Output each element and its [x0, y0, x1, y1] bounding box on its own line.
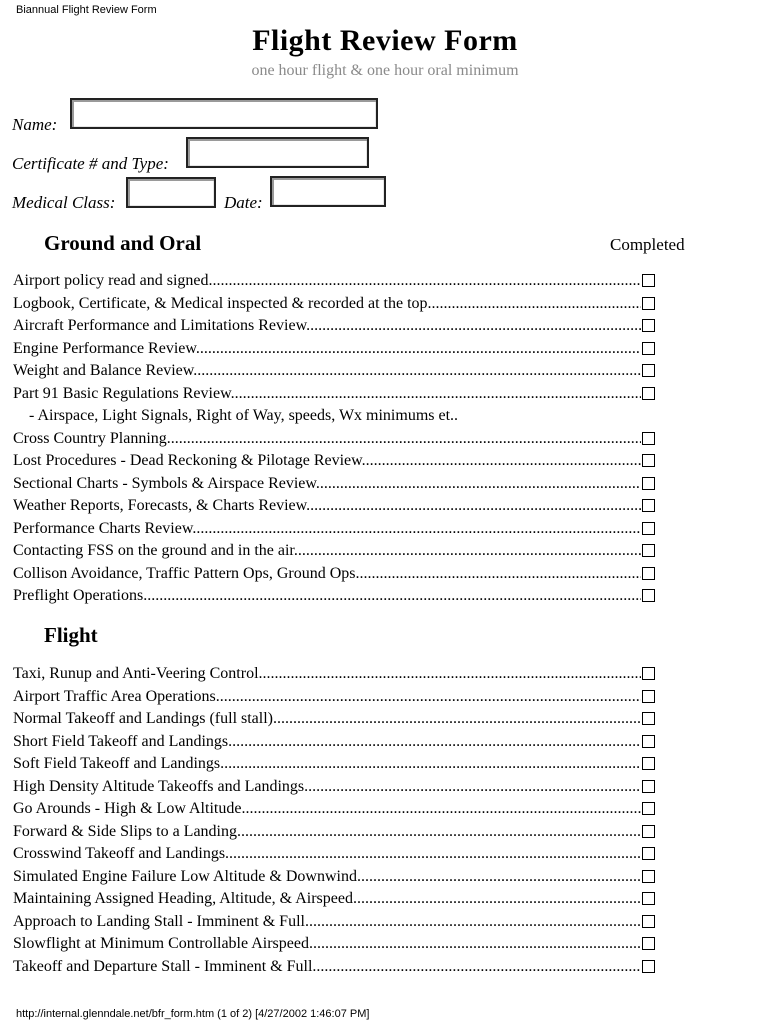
date-input[interactable]: [270, 176, 386, 207]
checklist-item-label: Soft Field Takeoff and Landings .....: [13, 753, 641, 776]
document-header-label: Biannual Flight Review Form: [16, 4, 157, 16]
completed-checkbox[interactable]: [642, 589, 655, 602]
checklist-item-label: Contacting FSS on the ground and in the air .....: [13, 540, 641, 563]
page-title: Flight Review Form: [252, 24, 518, 57]
checklist-item-label: Preflight Operations .....: [13, 585, 641, 608]
medical-class-input[interactable]: [126, 177, 216, 208]
certificate-label: Certificate # and Type:: [12, 154, 169, 173]
completed-checkbox[interactable]: [642, 274, 655, 287]
checklist-item: [13, 450, 663, 473]
checklist-item-label: Logbook, Certificate, & Medical inspected & recorded at the top .....: [13, 293, 641, 316]
completed-checkbox[interactable]: [642, 319, 655, 332]
name-label: Name:: [12, 115, 58, 134]
checklist-item: [13, 473, 663, 496]
name-input[interactable]: [70, 98, 378, 129]
checklist-item: [13, 686, 663, 709]
checklist-item: [13, 888, 663, 911]
checklist-item: [13, 540, 663, 563]
checklist-item-label: Engine Performance Review .....: [13, 338, 641, 361]
completed-checkbox[interactable]: [642, 522, 655, 535]
completed-checkbox[interactable]: [642, 847, 655, 860]
checklist-item: [13, 933, 663, 956]
checklist-item-label: Collison Avoidance, Traffic Pattern Ops, Ground Ops .....: [13, 563, 641, 586]
checklist-item-label: Takeoff and Departure Stall - Imminent & Full .....: [13, 956, 641, 979]
checklist-item-label: Simulated Engine Failure Low Altitude & Downwind .....: [13, 866, 641, 889]
completed-checkbox[interactable]: [642, 342, 655, 355]
checklist-item: [13, 911, 663, 934]
checklist-item-label: Approach to Landing Stall - Imminent & Full .....: [13, 911, 641, 934]
checklist-item: [13, 753, 663, 776]
checklist-item-label: Taxi, Runup and Anti-Veering Control .....: [13, 663, 641, 686]
completed-checkbox[interactable]: [642, 544, 655, 557]
checklist-item: [13, 383, 663, 406]
checklist-item: [13, 563, 663, 586]
completed-checkbox[interactable]: [642, 870, 655, 883]
checklist-item-label: Slowflight at Minimum Controllable Airspeed .....: [13, 933, 641, 956]
completed-checkbox[interactable]: [642, 454, 655, 467]
completed-checkbox[interactable]: [642, 712, 655, 725]
completed-checkbox[interactable]: [642, 735, 655, 748]
checklist-item-label: Normal Takeoff and Landings (full stall) .....: [13, 708, 641, 731]
checklist-item-label: Airport policy read and signed .....: [13, 270, 641, 293]
certificate-input[interactable]: [186, 137, 369, 168]
page-subtitle: one hour flight & one hour oral minimum: [251, 62, 519, 79]
page-footer-url: http://internal.glenndale.net/bfr_form.htm (1 of 2) [4/27/2002 1:46:07 PM]: [16, 1008, 370, 1020]
completed-checkbox[interactable]: [642, 477, 655, 490]
checklist-item-label: Go Arounds - High & Low Altitude .....: [13, 798, 641, 821]
checklist-item: [13, 866, 663, 889]
completed-checkbox[interactable]: [642, 960, 655, 973]
completed-checkbox[interactable]: [642, 937, 655, 950]
checklist-item: [13, 843, 663, 866]
checklist-item: [13, 405, 663, 428]
checklist-item: [13, 360, 663, 383]
ground-section-heading: Ground and Oral: [44, 231, 202, 255]
checklist-item: [13, 293, 663, 316]
checklist-item-label: Weather Reports, Forecasts, & Charts Review .....: [13, 495, 641, 518]
ground-checklist: [13, 270, 663, 608]
medical-class-label: Medical Class:: [12, 193, 116, 212]
checklist-item-label: - Airspace, Light Signals, Right of Way, speeds, Wx minimums et..: [29, 407, 459, 424]
completed-checkbox[interactable]: [642, 567, 655, 580]
checklist-item: [13, 731, 663, 754]
checklist-item: [13, 585, 663, 608]
completed-checkbox[interactable]: [642, 297, 655, 310]
checklist-item: [13, 338, 663, 361]
checklist-item-label: Cross Country Planning .....: [13, 428, 641, 451]
completed-checkbox[interactable]: [642, 364, 655, 377]
flight-section-heading: Flight: [44, 623, 98, 647]
checklist-item: [13, 798, 663, 821]
completed-column-label: Completed: [610, 235, 685, 254]
checklist-item: [13, 518, 663, 541]
completed-checkbox[interactable]: [642, 387, 655, 400]
completed-checkbox[interactable]: [642, 915, 655, 928]
completed-checkbox[interactable]: [642, 892, 655, 905]
completed-checkbox[interactable]: [642, 432, 655, 445]
completed-checkbox[interactable]: [642, 690, 655, 703]
completed-checkbox[interactable]: [642, 802, 655, 815]
completed-checkbox[interactable]: [642, 780, 655, 793]
checklist-item-label: Airport Traffic Area Operations .....: [13, 686, 641, 709]
completed-checkbox[interactable]: [642, 825, 655, 838]
checklist-item-label: Part 91 Basic Regulations Review .....: [13, 383, 641, 406]
checklist-item: [13, 663, 663, 686]
date-label: Date:: [224, 193, 263, 212]
checklist-item-label: Forward & Side Slips to a Landing .....: [13, 821, 641, 844]
checklist-item: [13, 708, 663, 731]
completed-checkbox[interactable]: [642, 667, 655, 680]
checklist-item-label: Maintaining Assigned Heading, Altitude, & Airspeed .....: [13, 888, 641, 911]
checklist-item: [13, 821, 663, 844]
checklist-item: [13, 776, 663, 799]
checklist-item: [13, 428, 663, 451]
completed-checkbox[interactable]: [642, 757, 655, 770]
checklist-item-label: Performance Charts Review .....: [13, 518, 641, 541]
checklist-item: [13, 956, 663, 979]
checklist-item-label: High Density Altitude Takeoffs and Landings .....: [13, 776, 641, 799]
checklist-item-label: Short Field Takeoff and Landings .....: [13, 731, 641, 754]
checklist-item: [13, 270, 663, 293]
checklist-item-label: Lost Procedures - Dead Reckoning & Pilotage Review .....: [13, 450, 641, 473]
checklist-item: [13, 315, 663, 338]
checklist-item-label: Weight and Balance Review .....: [13, 360, 641, 383]
checklist-item-label: Aircraft Performance and Limitations Review .....: [13, 315, 641, 338]
flight-checklist: [13, 663, 663, 978]
checklist-item-label: Crosswind Takeoff and Landings .....: [13, 843, 641, 866]
checklist-item-label: Sectional Charts - Symbols & Airspace Review .....: [13, 473, 641, 496]
completed-checkbox[interactable]: [642, 499, 655, 512]
checklist-item: [13, 495, 663, 518]
